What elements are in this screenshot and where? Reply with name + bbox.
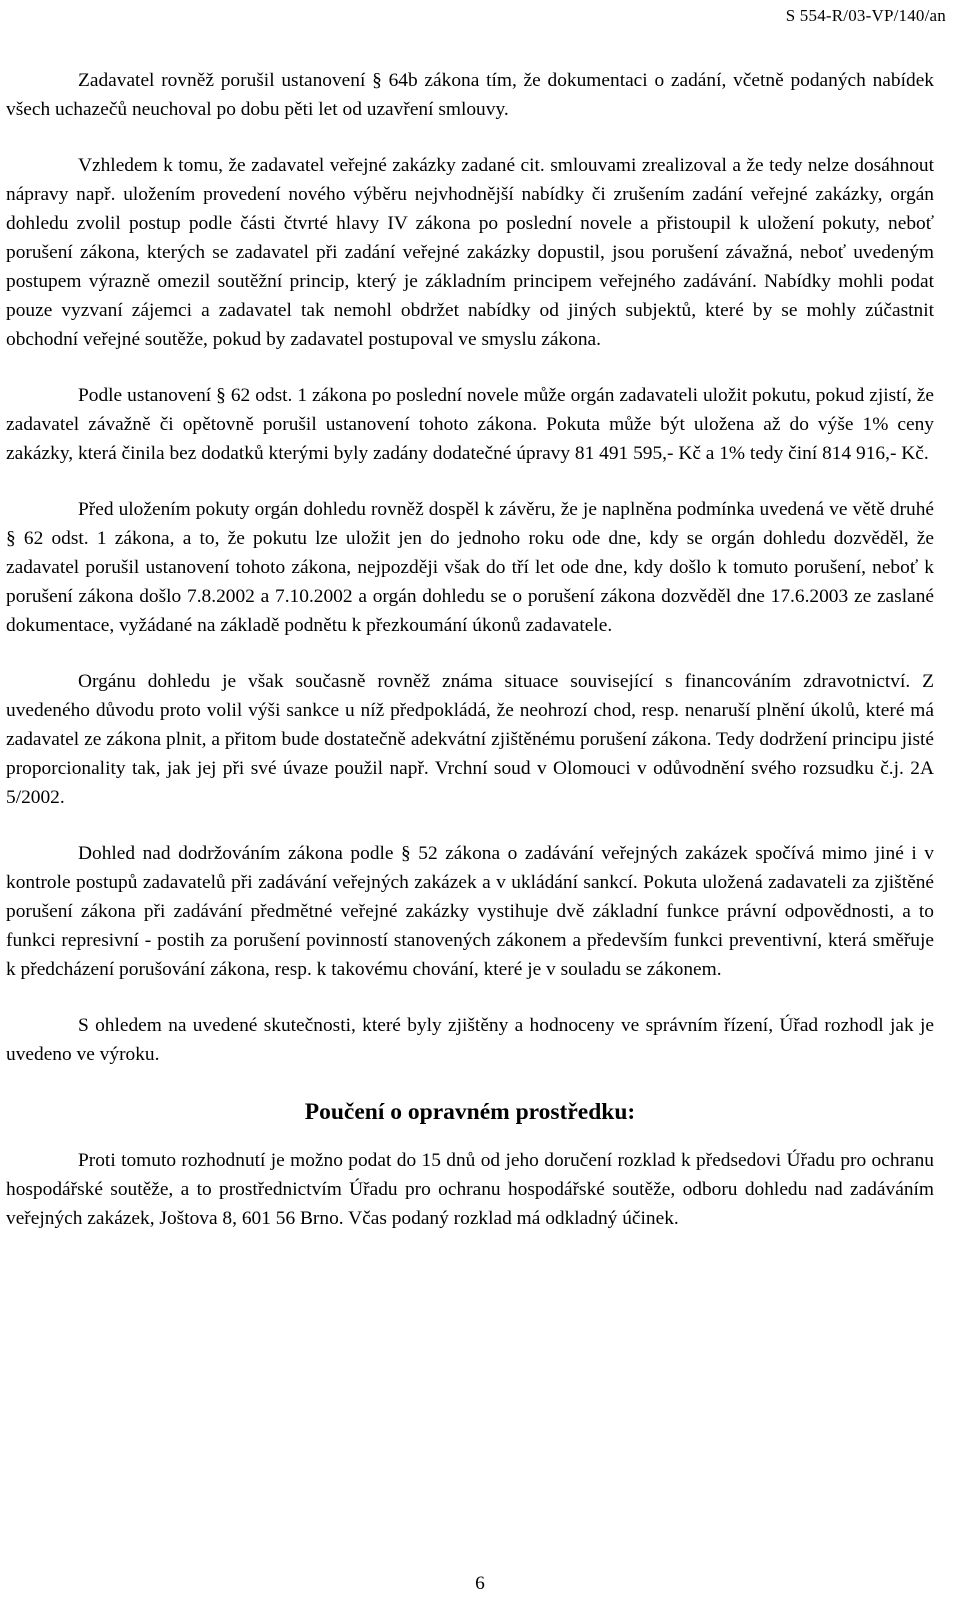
paragraph-supervision: Dohled nad dodržováním zákona podle § 52 zákona o zadávání veřejných zakázek spočívá mimo jiné i v kontrole postupů zadavatelů při zadávání veřejných zakázek a v ukládání sankcí. Pokuta uložená zadavateli za zjištěné porušení zákona při zadávání předmětné veřejné zakázky vystihuje dvě základní funkce právní odpovědnosti, a to funkci represivní - postih za porušení povinností stanovených zákonem a především funkci preventivní, která směřuje k předcházení porušování zákona, resp. k takovému chování, které je v souladu se zákonem. xyxy=(6,843,934,980)
appeal-instruction-text: Proti tomuto rozhodnutí je možno podat do 15 dnů od jeho doručení rozklad k předsedovi Úřadu pro ochranu hospodářské soutěže, a to prostřednictvím Úřadu pro ochranu hospodářské soutěže, odboru dohledu nad zadáváním veřejných zakázek, Joštova 8, 601 56 Brno. Včas podaný rozklad má odkladný účinek. xyxy=(6,1150,934,1229)
page-number: 6 xyxy=(475,1573,485,1594)
document-reference: S 554-R/03-VP/140/an xyxy=(785,6,946,25)
paragraph-fine-procedure: Vzhledem k tomu, že zadavatel veřejné zakázky zadané cit. smlouvami zrealizoval a že tedy nelze dosáhnout nápravy např. uložením provedení nového výběru nejvhodnější nabídky či zrušením zadání veřejné zakázky, orgán dohledu zvolil postup podle části čtvrté hlavy IV zákona po poslední novele a přistoupil k uložení pokuty, neboť porušení zákona, kterých se zadavatel při zadání veřejné zakázky dopustil, jsou porušení závažná, neboť uvedeným postupem výrazně omezil soutěžní princip, který je základním principem veřejného zadávání. Nabídky mohli podat pouze vyzvaní zájemci a zadavatel tak nemohl obdržet nabídky od jiných subjektů, které by se mohly zúčastnit obchodní veřejné soutěže, pokud by zadavatel postupoval ve smyslu zákona. xyxy=(6,155,934,350)
paragraph-fine-amount: Podle ustanovení § 62 odst. 1 zákona po poslední novele může orgán zadavateli uložit pokutu, pokud zjistí, že zadavatel závažně či opětovně porušil ustanovení tohoto zákona. Pokuta může být uložena až do výše 1% ceny zakázky, která činila bez dodatků kterými byly zadány dodatečné úpravy 81 491 595,- Kč a 1% tedy činí 814 916,- Kč. xyxy=(6,385,934,464)
paragraph-conclusion: S ohledem na uvedené skutečnosti, které byly zjištěny a hodnoceny ve správním řízení, Úřad rozhodl jak je uvedeno ve výroku. xyxy=(6,1015,934,1065)
paragraph-proportionality: Orgánu dohledu je však současně rovněž známa situace související s financováním zdravotnictví. Z uvedeného důvodu proto volil výši sankce u níž předpokládá, že neohrozí chod, resp. nenaruší plnění úkolů, které má zadavatel ze zákona plnit, a přitom bude dostatečně adekvátní zjištěnému porušení zákona. Tedy dodržení principu jisté proporcionality tak, jak jej při své úvaze použil např. Vrchní soud v Olomouci v odůvodnění svého rozsudku č.j. 2A 5/2002. xyxy=(6,671,934,808)
paragraph-archiving-violation: Zadavatel rovněž porušil ustanovení § 64b zákona tím, že dokumentaci o zadání, včetně podaných nabídek všech uchazečů neuchoval po dobu pěti let od uzavření smlouvy. xyxy=(6,70,934,120)
paragraph-time-limit: Před uložením pokuty orgán dohledu rovněž dospěl k závěru, že je naplněna podmínka uvedená ve větě druhé § 62 odst. 1 zákona, a to, že pokutu lze uložit jen do jednoho roku ode dne, kdy se orgán dohledu dozvěděl, že zadavatel porušil ustanovení tohoto zákona, nejpozději však do tří let ode dne, kdy došlo k tomuto porušení, neboť k porušení zákona došlo 7.8.2002 a 7.10.2002 a orgán dohledu se o porušení zákona dozvěděl dne 17.6.2003 ze zaslané dokumentace, vyžádané na základě podnětu k přezkoumání úkonů zadavatele. xyxy=(6,499,934,636)
document-body xyxy=(6,66,934,1260)
appeal-instruction-heading: Poučení o opravném prostředku: xyxy=(304,1099,636,1125)
